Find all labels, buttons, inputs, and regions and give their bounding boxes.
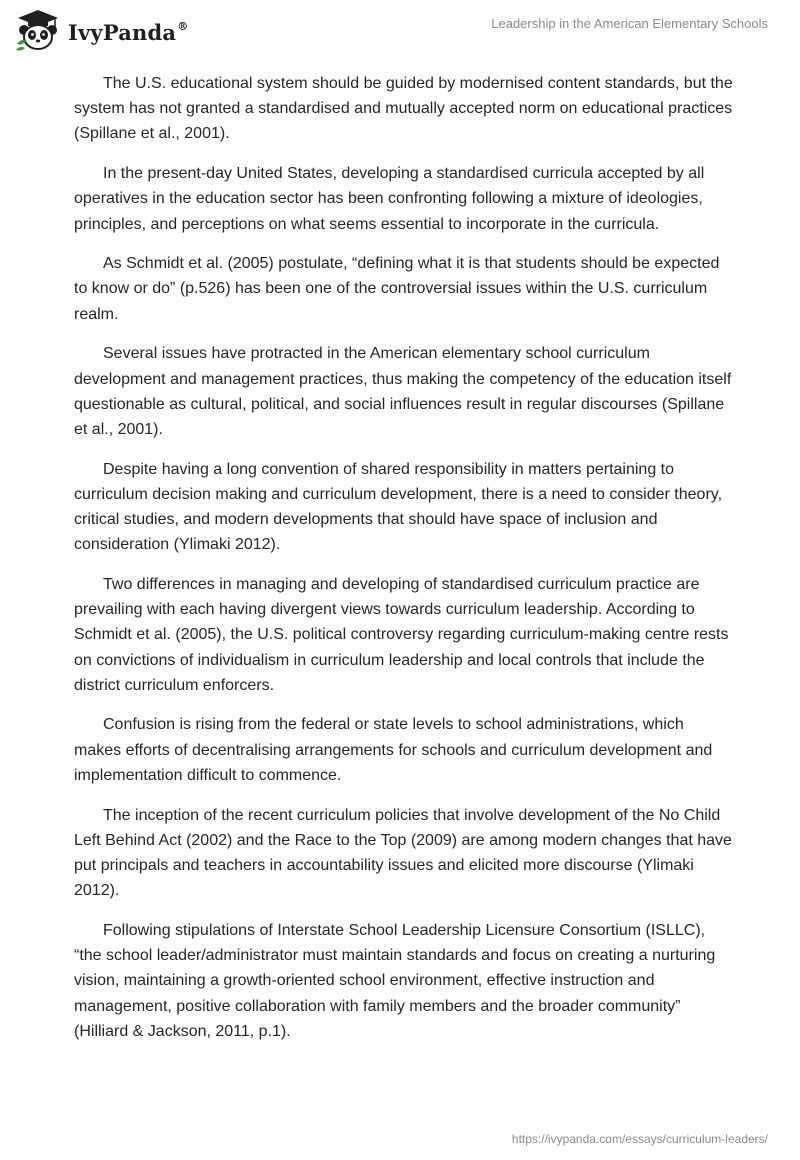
brand-name: [68, 20, 188, 45]
source-url[interactable]: https://ivypanda.com/essays/curriculum-leaders/: [511, 1132, 768, 1146]
paragraph-7: Confusion is rising from the federal or state levels to school administrations, which makes efforts of decentralising arrangements for schools and curriculum development and implementation difficult to commence.: [74, 716, 713, 784]
paragraph-3: As Schmidt et al. (2005) postulate, “defining what it is that students should be expected to know or do” (p.526) has been one of the controversial issues within the U.S. curriculum realm.: [74, 255, 720, 323]
brand-logo[interactable]: [14, 8, 188, 52]
brand-name-text: IvyPanda: [68, 19, 177, 45]
paragraph-4: Several issues have protracted in the American elementary school curriculum development and management practices, thus making the competency of the education itself questionable as cultural, political, and social influences result in regular discourses (Spillane et al., 2001).: [74, 345, 732, 438]
essay-body: [74, 71, 734, 1058]
paragraph-5: Despite having a long convention of shared responsibility in matters pertaining to curriculum decision making and curriculum development, there is a need to consider theory, critical studies, and modern developments that should have space of inclusion and consideration (Ylimaki 2012).: [74, 460, 723, 554]
paragraph-9: Following stipulations of Interstate School Leadership Licensure Consortium (ISLLC), “the school leader/administrator must maintain standards and focus on creating a nurturing vision, maintaining a growth-oriented school environment, effective instruction and management, positive collaboration with family members and the broader community” (Hilliard & Jackson, 2011, p.1).: [74, 921, 716, 1040]
registered-mark: ®: [177, 19, 189, 33]
panda-graduation-cap-logo-icon: [14, 8, 62, 52]
paragraph-6: Two differences in managing and developing of standardised curriculum practice are prevailing with each having divergent views towards curriculum leadership. According to Schmidt et al. (2005), the U.S. political controversy regarding curriculum-making centre rests on convictions of individualism in curriculum leadership and local controls that include the district curriculum enforcers.: [74, 575, 729, 694]
paragraph-1: The U.S. educational system should be guided by modernised content standards, but the system has not granted a standardised and mutually accepted norm on educational practices (Spillane et al., 2001).: [74, 75, 733, 143]
paragraph-2: In the present-day United States, developing a standardised curricula accepted by all operatives in the education sector has been confronting following a mixture of ideologies, principles, and perceptions on what seems essential to incorporate in the curricula.: [74, 165, 705, 233]
page-header: [0, 0, 800, 56]
document-title: Leadership in the American Elementary Schools: [491, 16, 768, 31]
paragraph-8: The inception of the recent curriculum policies that involve development of the No Child Left Behind Act (2002) and the Race to the Top (2009) are among modern changes that have put principals and teachers in accountability issues and elicited more discourse (Ylimaki 2012).: [74, 806, 732, 900]
